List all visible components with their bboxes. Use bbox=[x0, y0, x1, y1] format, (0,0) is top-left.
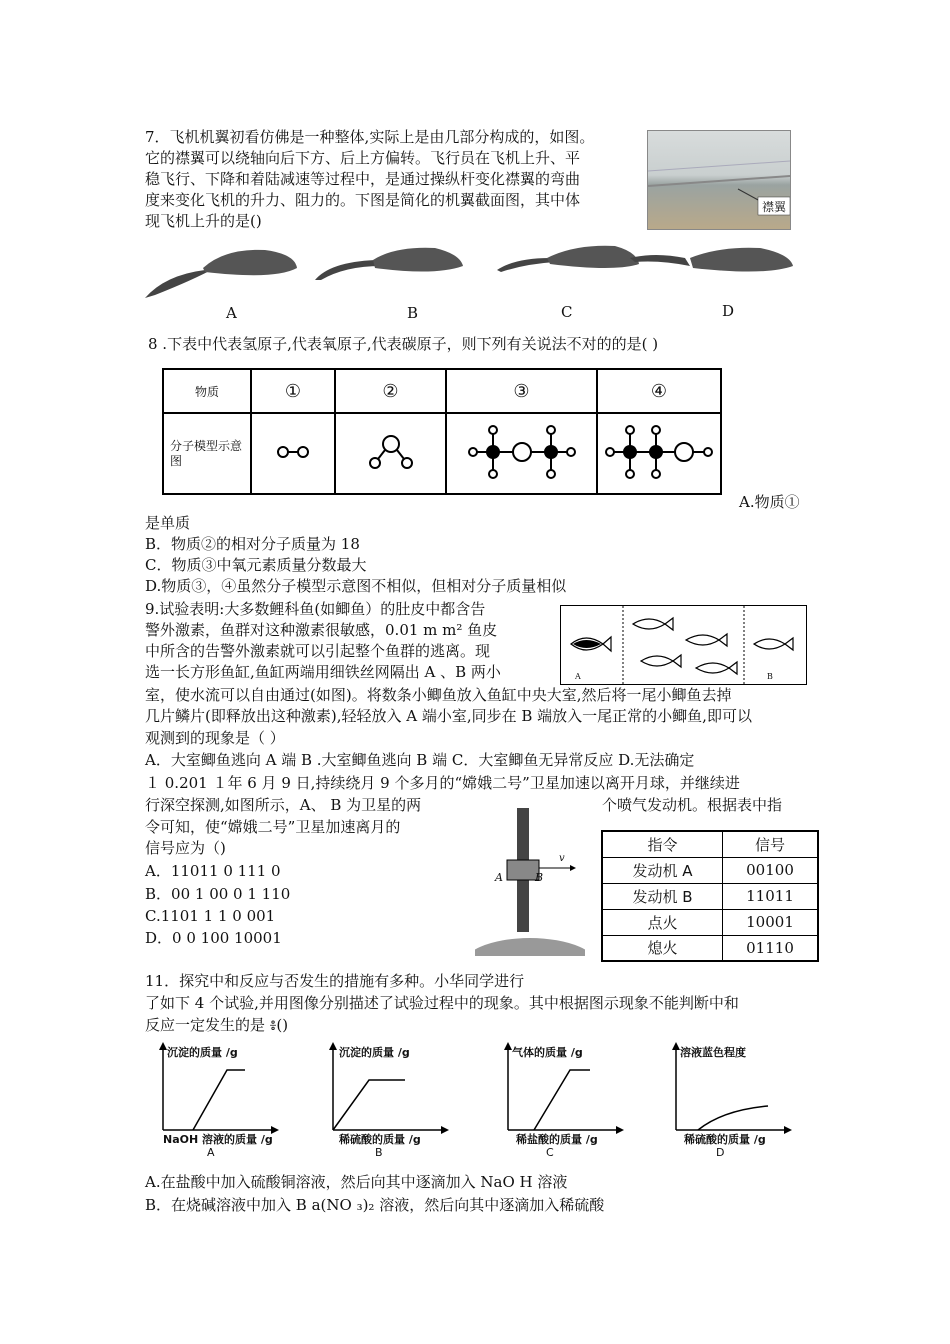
table-col-header: ④ bbox=[597, 369, 721, 413]
graph-letter: D bbox=[716, 1146, 725, 1159]
graph-xlabel: 稀硫酸的质量 /g bbox=[339, 1133, 421, 1146]
q9-line: 室，使水流可以自由通过(如图)。将数条小鲫鱼放入鱼缸中央大室,然后将一尾小鲫鱼去掉 bbox=[145, 686, 732, 704]
molecule-table bbox=[162, 368, 722, 495]
q7-line: 稳飞行、下降和着陆减速等过程中，是通过操纵杆变化襟翼的弯曲 bbox=[145, 170, 581, 188]
q8-option-a-head: 是单质 bbox=[145, 514, 191, 532]
table-header: 信号 bbox=[723, 831, 819, 857]
q7-line: 现飞机上升的是() bbox=[145, 212, 262, 230]
q8-option: D.物质③，④虽然分子模型示意图不相似，但相对分子质量相似 bbox=[145, 577, 567, 595]
q10-line: 个喷气发动机。根据表中指 bbox=[602, 796, 783, 814]
table-cell-label: 分子模型示意图 bbox=[163, 413, 251, 494]
airfoil-label-a: A bbox=[226, 304, 237, 322]
q10-line: 行深空探测,如图所示，A、 B 为卫星的两 bbox=[145, 796, 422, 814]
q10-option: D．0 0 100 10001 bbox=[145, 929, 282, 947]
table-header: 指令 bbox=[602, 831, 723, 857]
table-cell: 点火 bbox=[602, 909, 723, 935]
q10-option: C.1101 1 1 0 001 bbox=[145, 907, 276, 925]
graph-letter: B bbox=[375, 1146, 383, 1159]
q8-option-a-tail: A.物质① bbox=[739, 493, 800, 511]
airfoil-label-d: D bbox=[722, 302, 735, 320]
table-cell: 发动机 A bbox=[602, 857, 723, 883]
table-cell: 发动机 B bbox=[602, 883, 723, 909]
table-col-header: ② bbox=[335, 369, 446, 413]
table-cell-label: 物质 bbox=[163, 369, 251, 413]
airfoil-label-b: B bbox=[407, 304, 419, 322]
table-col-header: ① bbox=[251, 369, 335, 413]
graph-xlabel: NaOH 溶液的质量 /g bbox=[163, 1133, 273, 1146]
q8-option: B．物质②的相对分子质量为 18 bbox=[145, 535, 360, 553]
airfoil-options bbox=[145, 240, 805, 325]
graph-xlabel: 稀硫酸的质量 /g bbox=[684, 1133, 766, 1146]
tank-label-b: B bbox=[767, 672, 773, 681]
wing-flap-photo bbox=[647, 130, 791, 230]
q9-line: 几片鳞片(即释放出这种激素),轻轻放入 A 端小室,同步在 B 端放入一尾正常的小鲫鱼,即可以 bbox=[145, 707, 752, 725]
q7-line: 它的襟翼可以绕轴向后下方、后上方偏转。飞行员在飞机上升、平 bbox=[145, 149, 581, 167]
q8-option: C．物质③中氧元素质量分数最大 bbox=[145, 556, 367, 574]
q11-option: A.在盐酸中加入硫酸铜溶液，然后向其中逐滴加入 NaO H 溶液 bbox=[145, 1173, 568, 1191]
engine-a-label: A bbox=[495, 871, 503, 884]
graph-ylabel: 溶液蓝色程度 bbox=[680, 1046, 746, 1059]
q7-line: 度来变化飞机的升力、阻力的。下图是简化的机翼截面图，其中体 bbox=[145, 191, 581, 209]
graph-ylabel: 沉淀的质量 /g bbox=[339, 1046, 410, 1059]
table-cell: 11011 bbox=[723, 883, 819, 909]
ether-molecule-icon bbox=[467, 424, 577, 480]
tank-label-a: A bbox=[575, 672, 581, 681]
satellite-figure bbox=[475, 808, 585, 956]
airfoil-label-c: C bbox=[561, 303, 573, 321]
graph-d bbox=[668, 1040, 798, 1160]
q10-option: A．11011 0 111 0 bbox=[145, 862, 281, 880]
q10-line: 令可知，使“嫦娥二号”卫星加速离月的 bbox=[145, 818, 401, 836]
q8-stem: 8 .下表中代表氢原子,代表氧原子,代表碳原子，则下列有关说法不对的的是( ) bbox=[148, 335, 659, 353]
q10-line: 信号应为（) bbox=[145, 839, 226, 857]
graph-xlabel: 稀盐酸的质量 /g bbox=[516, 1133, 598, 1146]
q9-line: 中所含的告警外激素就可以引起整个鱼群的逃离。现 bbox=[145, 642, 491, 660]
table-col-header: ③ bbox=[446, 369, 597, 413]
table-cell: 熄火 bbox=[602, 935, 723, 961]
h2-molecule-icon bbox=[273, 442, 313, 462]
graph-ylabel: 沉淀的质量 /g bbox=[167, 1046, 238, 1059]
satellite-drawing bbox=[475, 808, 585, 956]
q11-line: 了如下 4 个试验,并用图像分别描述了试验过程中的现象。其中根据图示现象不能判断中和 bbox=[145, 994, 739, 1012]
engine-b-label: B bbox=[535, 871, 544, 884]
velocity-label: v bbox=[559, 853, 565, 864]
q10-line: １ 0.201 １年 6 月 9 日,持续绕月 9 个多月的“嫦娥二号”卫星加速以离开月球，并继续进 bbox=[145, 774, 740, 792]
q9-line: 观测到的现象是（ ） bbox=[145, 729, 285, 747]
q11-line: 反应一定发生的是 ៖() bbox=[145, 1016, 289, 1034]
q11-line: 11．探究中和反应与否发生的措施有多种。小华同学进行 bbox=[145, 972, 525, 990]
command-table bbox=[601, 830, 819, 962]
table-cell: 10001 bbox=[723, 909, 819, 935]
water-molecule-icon bbox=[366, 432, 416, 472]
table-cell: 00100 bbox=[723, 857, 819, 883]
graph-ylabel: 气体的质量 /g bbox=[512, 1046, 583, 1059]
q10-option: B．00 1 00 0 1 110 bbox=[145, 885, 291, 903]
q9-line: 9.试验表明:大多数鲤科鱼(如鲫鱼）的肚皮中都含告 bbox=[145, 600, 486, 618]
fish-tank-figure bbox=[560, 605, 807, 685]
q9-line: 选一长方形鱼缸,鱼缸两端用细铁丝网隔出 A 、B 两小 bbox=[145, 663, 501, 681]
graph-a bbox=[155, 1040, 285, 1160]
table-cell: 01110 bbox=[723, 935, 819, 961]
graph-c bbox=[500, 1040, 630, 1160]
q7-line: 7．飞机机翼初看仿佛是一种整体,实际上是由几部分构成的，如图。 bbox=[145, 128, 595, 146]
graph-letter: C bbox=[546, 1146, 554, 1159]
ethanol-molecule-icon bbox=[604, 424, 714, 480]
flap-label: 襟翼 bbox=[762, 200, 787, 214]
graph-b bbox=[325, 1040, 455, 1160]
q11-option: B．在烧碱溶液中加入 B a(NO ₃)₂ 溶液，然后向其中逐滴加入稀硫酸 bbox=[145, 1196, 605, 1214]
q9-options: A．大室鲫鱼逃向 A 端 B .大室鲫鱼逃向 B 端 C．大室鲫鱼无异常反应 D.无法确定 bbox=[145, 751, 695, 769]
graph-letter: A bbox=[207, 1146, 215, 1159]
q9-line: 警外激素，鱼群对这种激素很敏感，0.01 m m² 鱼皮 bbox=[145, 621, 498, 639]
